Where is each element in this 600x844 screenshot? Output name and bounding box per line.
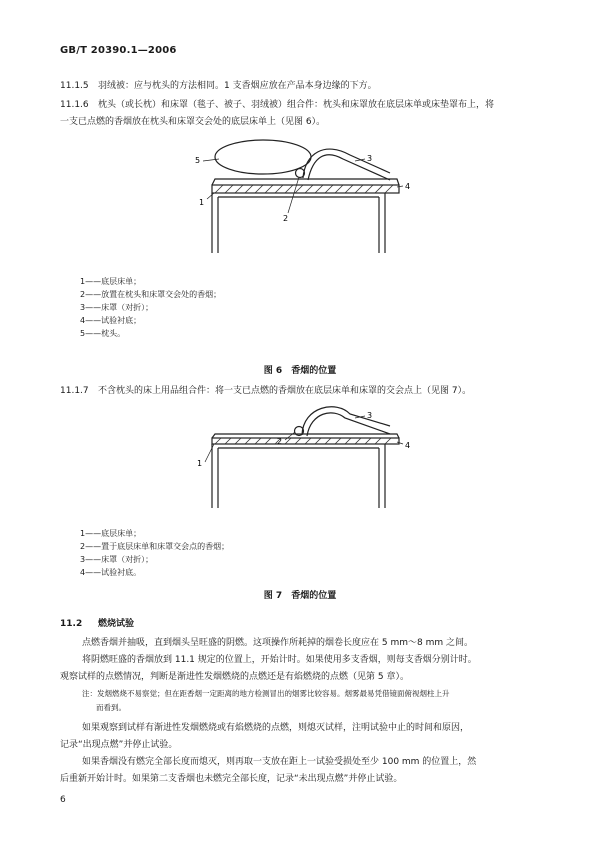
- para-observe-line2: 记录“出现点燃”并停止试验。: [60, 740, 178, 750]
- page-number: 6: [60, 795, 66, 805]
- legend-item: 1——底层床单；: [80, 277, 142, 286]
- para-retry-line2: 后重新开始计时。如果第二支香烟也未燃完全部长度，记录“未出现点燃”并停止试验。: [60, 774, 403, 784]
- para-ignite-line1: 点燃香烟并抽吸，直到烟头呈旺盛的阴燃。这项操作所耗掉的烟卷长度应在 5 mm～8 mm 之间。: [82, 638, 473, 648]
- para-observe-line1: 如果观察到试样有渐进性发烟燃烧或有焰燃烧的点燃，则熄灭试样，注明试验中止的时间和原因，: [82, 723, 470, 733]
- legend-item: 4——试验衬底；: [80, 316, 142, 325]
- bottom-sheet: [212, 179, 399, 185]
- section-number: 11.2: [60, 619, 83, 629]
- clause-11-1-6: [60, 98, 494, 112]
- clause-11-1-7: [60, 384, 471, 398]
- figure-7-legend: [80, 527, 229, 579]
- figure-6-drawing: [185, 135, 415, 265]
- legend-item: 3——床罩（对折）；: [80, 303, 154, 312]
- note-line2: 而看到。: [96, 703, 126, 712]
- note-line1: 注：发烟燃烧不易察觉；但在距香烟一定距离的地方检测冒出的烟雾比较容易。烟雾最易凭借镜面俯视烟柱上升: [82, 689, 450, 698]
- figure-6-legend: [80, 275, 221, 340]
- legend-item: 3——床罩（对折）；: [80, 555, 154, 564]
- bottom-sheet: [212, 434, 399, 438]
- legend-item: 1——底层床单；: [80, 529, 142, 538]
- test-substrate: [212, 185, 399, 193]
- standard-number: GB/T 20390.1—2006: [60, 45, 177, 56]
- clause-text: 羽绒被：应与枕头的方法相同。1 支香烟应放在产品本身边缘的下方。: [98, 81, 377, 91]
- section-11-2-heading: [60, 617, 134, 631]
- section-title: 燃烧试验: [98, 619, 135, 629]
- bedspread-folded: [302, 407, 390, 435]
- figure-7-caption: 图 7 香烟的位置: [263, 591, 337, 601]
- clause-text: 不含枕头的床上用品组合件：将一支已点燃的香烟放在底层床单和床罩的交会点上（见图 7）。: [98, 386, 472, 396]
- clause-11-1-6-line2: 一支已点燃的香烟放在枕头和床罩交会处的底层床单上（见图 6）。: [60, 117, 326, 127]
- legend-item: 2——置于底层床单和床罩交会点的香烟；: [80, 542, 230, 551]
- label-5: 5: [195, 156, 201, 165]
- legend-item: 5——枕头。: [80, 329, 126, 338]
- clause-text-line1: 枕头（或长枕）和床罩（毯子、被子、羽绒被）组合件：枕头和床罩放在底层床单或床垫罩布上，将: [98, 100, 495, 110]
- label-1: 1: [199, 198, 205, 207]
- label-2: 2: [277, 437, 283, 446]
- para-ignite-line3: 观察试样的点燃情况，判断是渐进性发烟燃烧的点燃还是有焰燃烧的点燃（见第 5 章）。: [60, 672, 409, 682]
- clause-11-1-5: [60, 79, 377, 93]
- label-4: 4: [405, 182, 411, 191]
- para-retry-line1: 如果香烟没有燃完全部长度而熄灭，则再取一支放在距上一试验受损处至少 100 mm 的位置上，然: [82, 757, 477, 767]
- pillow: [215, 140, 311, 174]
- label-4: 4: [405, 441, 411, 450]
- label-1: 1: [197, 459, 203, 468]
- legend-item: 4——试验衬底。: [80, 568, 142, 577]
- figure-7-drawing: [185, 400, 415, 515]
- clause-number: 11.1.7: [60, 386, 89, 396]
- label-3: 3: [367, 154, 373, 163]
- legend-item: 2——放置在枕头和床罩交会处的香烟；: [80, 290, 222, 299]
- clause-number: 11.1.6: [60, 100, 89, 110]
- label-3: 3: [367, 411, 373, 420]
- label-2: 2: [283, 214, 289, 223]
- para-ignite-line2: 将阴燃旺盛的香烟放到 11.1 规定的位置上，开始计时。如果使用多支香烟，则每支香烟分别计时。: [82, 655, 477, 665]
- clause-number: 11.1.5: [60, 81, 89, 91]
- figure-6-caption: 图 6 香烟的位置: [263, 366, 337, 376]
